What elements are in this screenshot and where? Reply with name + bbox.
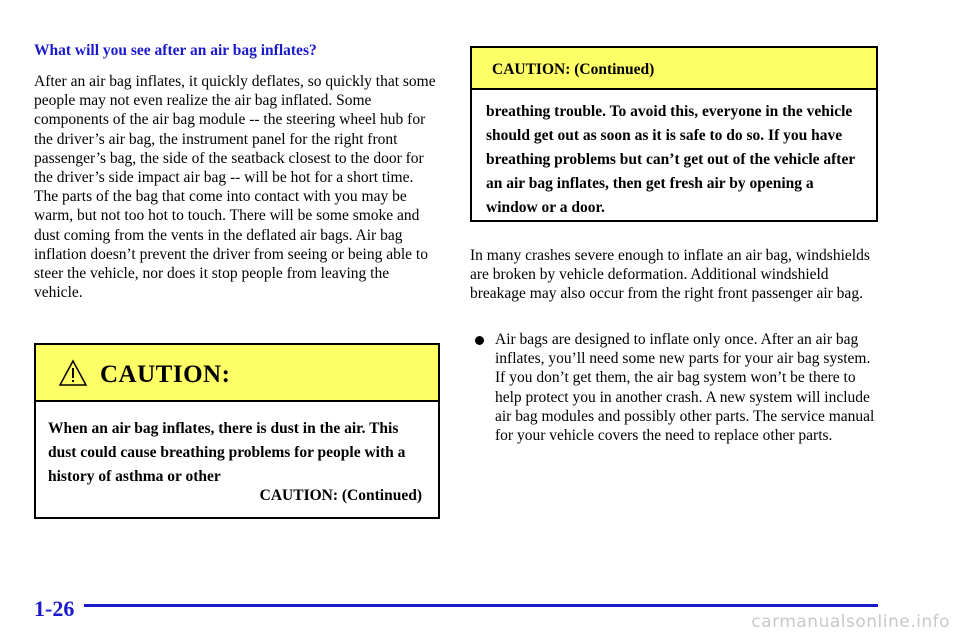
caution-title: CAUTION: [100, 361, 231, 388]
watermark: carmanualsonline.info [751, 612, 950, 632]
caution-body: When an air bag inflates, there is dust in the air. This dust could cause breathing problems for people with a history of asthma or other [48, 420, 406, 485]
bullet-icon [475, 336, 484, 345]
page-number: 1-26 [34, 596, 75, 621]
list-item-text: Air bags are designed to inflate only once. After an air bag inflates, you’ll need some new parts for your air bag system. If you don’t get them, the air bag system won’t be there to help protect you in another crash. A new system will include air bag modules and possibly other parts. The service manual for your vehicle covers the need to replace other parts. [495, 331, 875, 445]
caution-box-continued [470, 46, 878, 222]
body-paragraph: After an air bag inflates, it quickly deflates, so quickly that some people may not even realize the air bag inflated. Some components of the air bag module -- the steering wheel hub for the driver’s air bag, the instrument panel for the right front passenger’s bag, the side of the seatback closest to the door for the driver’s side impact air bag -- will be hot for a short time. The parts of the bag that come into contact with you may be warm, but not too hot to touch. There will be some smoke and dust coming from the vents in the deflated air bags. Air bag inflation doesn’t prevent the driver from seeing or being able to steer the vehicle, nor does it stop people from leaving the vehicle. [34, 73, 436, 302]
body-paragraph-right: In many crashes severe enough to inflate an air bag, windshields are broken by vehicle deformation. Additional windshield breakage may also occur from the right front passenger air bag. [470, 247, 870, 303]
footer-divider [84, 604, 878, 607]
warning-triangle-icon [58, 359, 88, 387]
caution-continued-body: breathing trouble. To avoid this, everyone in the vehicle should get out as soon as it is safe to do so. If you have breathing problems but can’t get out of the vehicle after an air bag inflates, then get fresh air by opening a window or a door. [486, 103, 855, 216]
caution-continued-label: CAUTION: (Continued) [259, 487, 422, 504]
caution-continued-title: CAUTION: (Continued) [492, 61, 655, 78]
section-heading: What will you see after an air bag inflates? [34, 42, 317, 59]
caution-continued-header [472, 48, 876, 90]
caution-box [34, 343, 440, 519]
caution-header [36, 345, 438, 402]
